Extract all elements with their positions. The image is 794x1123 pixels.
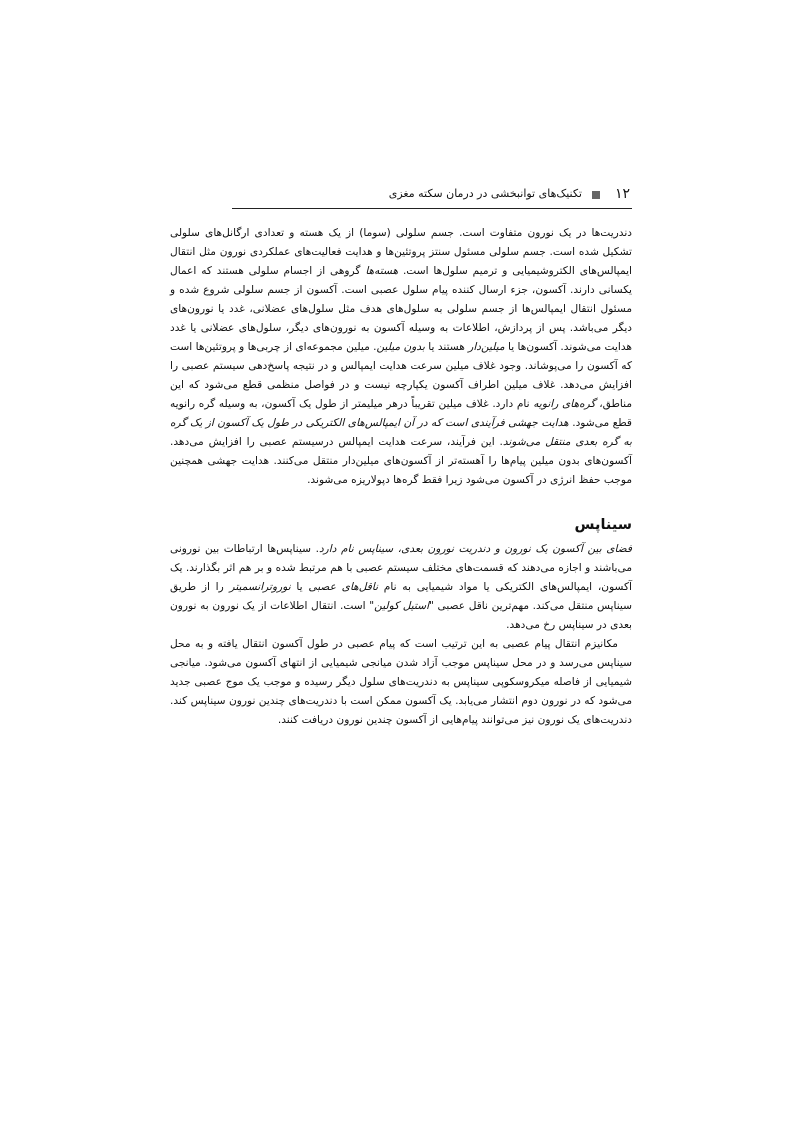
italic-term: "استیل کولین" (369, 600, 434, 612)
page-number: ۱۲ (614, 186, 630, 202)
italic-definition: هدایت جهشی فرآیندی است که در آن ایمپالس‌های الکتریکی در طول یک آکسون از یک گره به گره بعدی منتقل می‌شوند (170, 417, 632, 448)
paragraph-synapse: فضای بین آکسون یک نورون و دندریت نورون بعدی، سیناپس نام دارد. سیناپس‌ها ارتباطات بین نورونی می‌باشند و اجازه می‌دهند که قسمت‌های مختلف سیستم عصبی با هم مرتبط شده و بر هم اثر بگذارند. یک آکسون، ایمپالس‌های الکتریکی یا مواد شیمیایی به نام ناقل‌های عصبی یا نوروترانسمیتر را از طریق سیناپس منتقل می‌کند. مهم‌ترین ناقل عصبی "استیل کولین" است. انتقال اطلاعات از یک نورون به نورون بعدی در سیناپس رخ می‌دهد. (170, 543, 632, 631)
italic-term: نوروترانسمیتر (229, 581, 291, 593)
page-body (170, 224, 632, 730)
italic-term: گره‌های رانویه (533, 398, 596, 410)
italic-term: میلین‌دار (468, 341, 505, 353)
paragraph-mechanism: مکانیزم انتقال پیام عصبی به این ترتیب است که پیام عصبی در طول آکسون انتقال یافته و به محل سیناپس می‌رسد و در محل سیناپس موجب آزاد شدن میانجی شیمیایی از انتهای آکسون می‌شود. میانجی شیمیایی از فاصله میکروسکوپی سیناپس به دندریت‌های سلول دیگر رسیده و موجب یک موج عصبی جدید می‌شود که در نورون دوم انتشار می‌یابد. یک آکسون ممکن است با دندریت‌های چندین نورون سیناپس کند. دندریت‌های یک نورون نیز می‌توانند پیام‌هایی از آکسون چندین نورون دریافت کنند. (170, 638, 632, 726)
running-title: تکنیک‌های توانبخشی در درمان سکته مغزی (388, 187, 582, 200)
page-header (232, 182, 632, 209)
square-bullet-icon (592, 191, 600, 199)
italic-definition: فضای بین آکسون یک نورون و دندریت نورون بعدی، سیناپس نام دارد (318, 543, 632, 555)
italic-term: بدون میلین (376, 341, 425, 353)
italic-term: هسته‌ها (365, 265, 399, 277)
italic-term: ناقل‌های عصبی (308, 581, 379, 593)
section-heading-synapse: سیناپس (574, 517, 632, 533)
paragraph-neuron: دندریت‌ها در یک نورون متفاوت است. جسم سلولی (سوما) از یک هسته و تعدادی ارگانل‌های سلولی تشکیل شده است. جسم سلولی مسئول سنتز پروتئین‌ها و هدایت فعالیت‌های عملکردی نورون مثل انتقال ایمپالس‌های الکتروشیمیایی و ترمیم سلول‌ها است. هسته‌ها گروهی از اجسام سلولی هستند که اعمال یکسانی دارند. آکسون، جزء ارسال کننده پیام سلول عصبی است. آکسون از جسم سلولی شروع شده و مسئول انتقال ایمپالس‌ها از جسم سلولی به سلول‌های هدف مثل سلول‌های عضلانی، غدد یا نورون‌های دیگر می‌باشد. پس از پردازش، اطلاعات به وسیله آکسون به نورون‌های دیگر، سلول‌های عضلانی یا غدد هدایت می‌شوند. آکسون‌ها یا میلین‌دار هستند یا بدون میلین. میلین مجموعه‌ای از چربی‌ها و پروتئین‌ها است که آکسون را می‌پوشاند. وجود غلاف میلین سرعت هدایت ایمپالس و در نتیجه پاسخ‌دهی سیستم عصبی را افزایش می‌دهد. غلاف میلین اطراف آکسون یکپارچه نیست و در فواصل منظمی قطع می‌شود که این مناطق، گره‌های رانویه نام دارد. غلاف میلین تقریباً درهر میلیمتر از طول یک آکسون، به وسیله گره رانویه قطع می‌شود. هدایت جهشی فرآیندی است که در آن ایمپالس‌های الکتریکی در طول یک آکسون از یک گره به گره بعدی منتقل می‌شوند. این فرآیند، سرعت هدایت ایمپالس درسیستم عصبی را افزایش می‌دهد. آکسون‌های بدون میلین پیام‌ها را آهسته‌تر از آکسون‌های میلین‌دار منتقل می‌کنند. هدایت جهشی همچنین موجب حفظ انرژی در آکسون می‌شود زیرا فقط گره‌ها دپولاریزه می‌شوند. (170, 227, 632, 486)
